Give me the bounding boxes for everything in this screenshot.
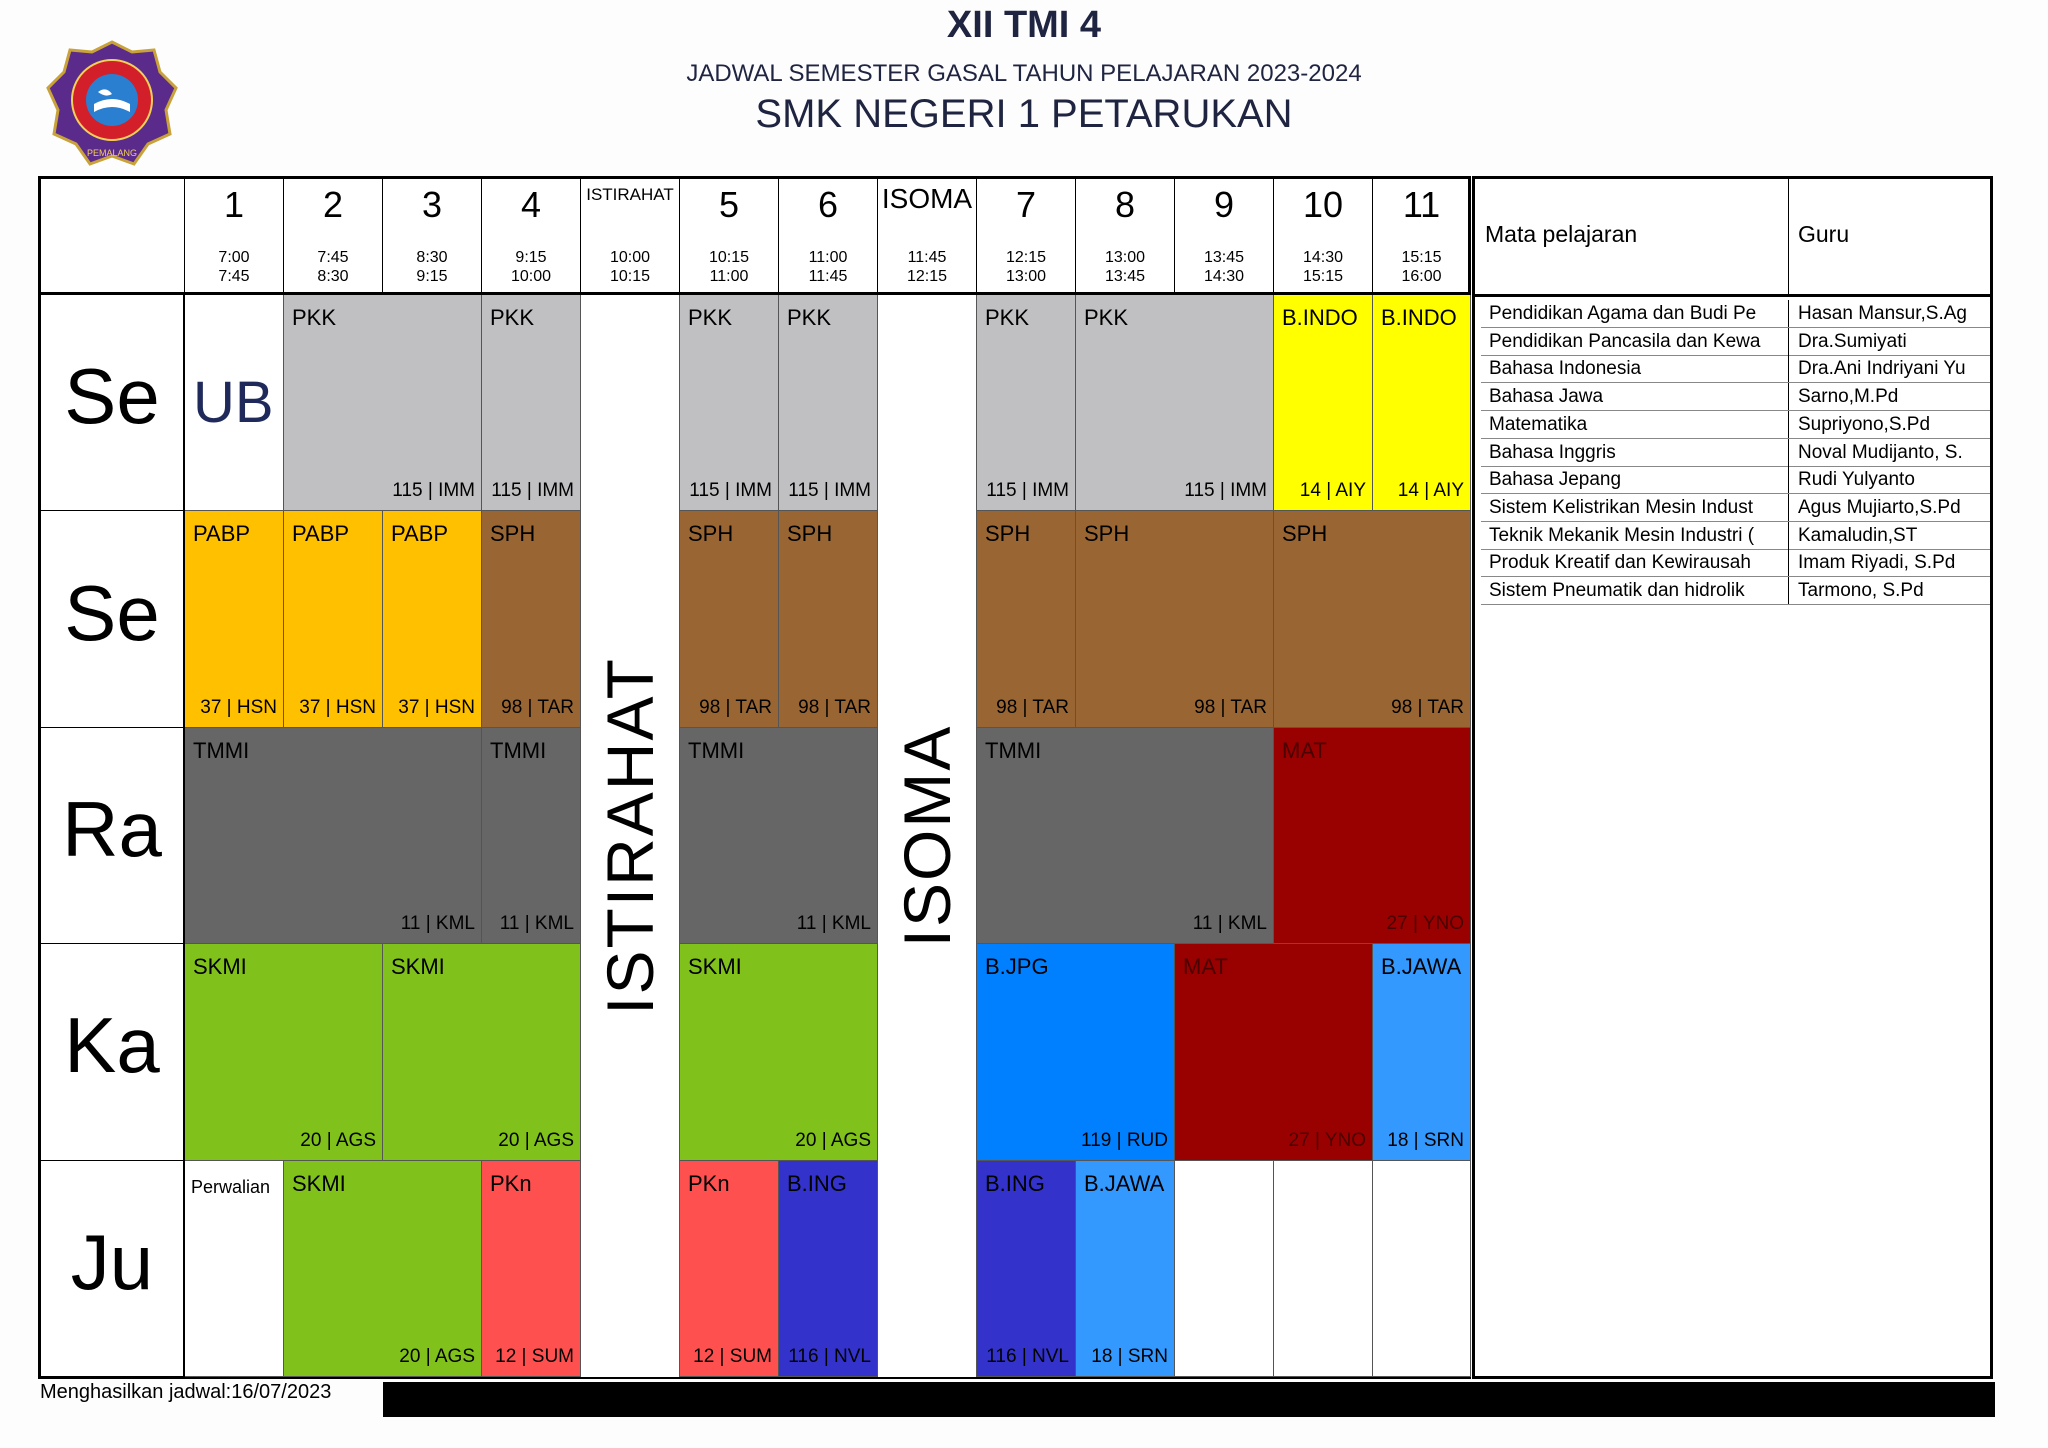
legend-teacher: Sarno,M.Pd xyxy=(1798,386,1899,408)
lesson-cell xyxy=(383,944,581,1160)
lesson-room-teacher: 98 | TAR xyxy=(501,696,574,718)
lesson-room-teacher: 115 | IMM xyxy=(689,480,772,502)
period-number: 5 xyxy=(718,184,740,225)
lesson-room-teacher: 27 | YNO xyxy=(1386,913,1464,935)
lesson-cell xyxy=(1274,728,1471,944)
period-header-7 xyxy=(977,179,1076,295)
period-header-3 xyxy=(383,179,482,295)
period-number: 7 xyxy=(1015,184,1037,225)
period-number: 8 xyxy=(1114,184,1136,225)
legend-subject: Pendidikan Pancasila dan Kewa xyxy=(1489,330,1761,352)
lesson-room-teacher: 18 | SRN xyxy=(1387,1129,1464,1151)
lesson-subject: SPH xyxy=(1282,521,1328,547)
legend-teacher: Rudi Yulyanto xyxy=(1798,469,1915,491)
school-name: SMK NEGERI 1 PETARUKAN xyxy=(755,92,1293,136)
period-end: 16:00 xyxy=(1401,268,1442,285)
lesson-room-teacher: 115 | IMM xyxy=(986,480,1069,502)
lesson-subject: PABP xyxy=(292,521,350,547)
legend-subject: Pendidikan Agama dan Budi Pe xyxy=(1489,303,1757,324)
break-label: ISOMA xyxy=(881,183,973,214)
lesson-subject: PKK xyxy=(292,305,337,330)
legend-teacher: Agus Mujiarto,S.Pd xyxy=(1798,496,1961,518)
lesson-cell xyxy=(482,728,581,944)
period-time xyxy=(482,248,580,286)
legend-teacher: Dra.Sumiyati xyxy=(1798,330,1907,352)
lesson-cell xyxy=(284,295,482,511)
legend-header xyxy=(1475,179,1990,297)
lesson-subject: TMMI xyxy=(193,737,250,763)
lesson-subject: PKn xyxy=(490,1170,532,1196)
legend-teacher: Supriyono,S.Pd xyxy=(1798,413,1931,435)
day-text: Ju xyxy=(70,1217,154,1306)
period-header-1 xyxy=(185,179,284,295)
legend-subject: Matematika xyxy=(1489,413,1588,435)
period-time xyxy=(680,248,778,286)
lesson-room-teacher: 37 | HSN xyxy=(200,696,277,718)
period-start: 11:45 xyxy=(907,249,947,266)
lesson-room-teacher: 27 | YNO xyxy=(1288,1129,1366,1151)
legend-subject: Produk Kreatif dan Kewirausah xyxy=(1489,552,1751,574)
legend-teacher: Imam Riyadi, S.Pd xyxy=(1798,552,1956,574)
lesson-subject: B.JAWA xyxy=(1084,1170,1165,1196)
lesson-room-teacher: 115 | IMM xyxy=(491,480,574,502)
empty-cell xyxy=(1175,1161,1274,1377)
lesson-room-teacher: 12 | SUM xyxy=(495,1345,574,1367)
lesson-cell xyxy=(482,511,581,727)
legend-row xyxy=(1481,466,1990,494)
period-end: 10:15 xyxy=(609,268,651,285)
lesson-subject: MAT xyxy=(1282,737,1327,763)
legend-row xyxy=(1481,328,1990,356)
period-start: 10:15 xyxy=(708,249,750,266)
lesson-room-teacher: 115 | IMM xyxy=(1184,480,1267,502)
period-end: 11:45 xyxy=(808,268,848,285)
lesson-room-teacher: 116 | NVL xyxy=(788,1345,871,1367)
lesson-cell xyxy=(1373,944,1471,1160)
lesson-room-teacher: 119 | RUD xyxy=(1081,1129,1168,1151)
lesson-subject: TMMI xyxy=(985,737,1042,763)
lesson-subject: TMMI xyxy=(688,737,745,763)
lesson-cell xyxy=(185,944,383,1160)
day-text: Se xyxy=(64,352,160,441)
lesson-room-teacher: 20 | AGS xyxy=(300,1129,376,1151)
period-start: 13:45 xyxy=(1203,249,1245,266)
lesson-cell xyxy=(1373,295,1471,511)
break-vertical-text: ISTIRAHAT xyxy=(593,657,667,1015)
period-end: 10:00 xyxy=(510,268,552,285)
period-end: 15:15 xyxy=(1302,268,1344,285)
legend-subject: Teknik Mekanik Mesin Industri ( xyxy=(1489,524,1755,546)
lesson-cell xyxy=(779,1161,878,1377)
day-label xyxy=(41,728,185,944)
legend-subject: Sistem Kelistrikan Mesin Indust xyxy=(1489,496,1753,518)
lesson-subject: PKK xyxy=(688,305,733,330)
lesson-cell xyxy=(779,511,878,727)
lesson-cell xyxy=(1274,511,1471,727)
break-label: ISTIRAHAT xyxy=(586,185,674,204)
break-header-isoma xyxy=(878,179,977,295)
schedule-subtitle: JADWAL SEMESTER GASAL TAHUN PELAJARAN 2023-2024 xyxy=(686,60,1362,87)
lesson-subject: B.JAWA xyxy=(1381,954,1462,980)
day-label xyxy=(41,511,185,727)
lesson-room-teacher: 11 | KML xyxy=(1192,913,1267,935)
period-number: 2 xyxy=(322,184,344,225)
legend-row xyxy=(1481,522,1990,550)
period-number: 3 xyxy=(421,184,443,225)
day-label xyxy=(41,944,185,1160)
lesson-room-teacher: 18 | SRN xyxy=(1091,1345,1168,1367)
day-label xyxy=(41,295,185,511)
legend-row xyxy=(1481,383,1990,411)
period-start: 7:00 xyxy=(218,249,250,266)
lesson-cell xyxy=(185,295,284,511)
legend-teacher: Hasan Mansur,S.Ag xyxy=(1798,303,1967,324)
period-header-8 xyxy=(1076,179,1175,295)
header-corner xyxy=(41,179,185,295)
period-start: 14:30 xyxy=(1302,249,1344,266)
lesson-cell xyxy=(680,944,878,1160)
lesson-room-teacher: 98 | TAR xyxy=(1391,696,1464,718)
period-end: 9:15 xyxy=(416,268,448,285)
lesson-subject: B.JPG xyxy=(985,954,1049,980)
lesson-room-teacher: 20 | AGS xyxy=(498,1129,574,1151)
legend-subject-header: Mata pelajaran xyxy=(1485,221,1638,247)
period-start: 10:00 xyxy=(609,249,651,266)
legend-row xyxy=(1481,411,1990,439)
lesson-subject: SPH xyxy=(688,521,734,547)
lesson-cell xyxy=(680,511,779,727)
day-label xyxy=(41,1161,185,1377)
lesson-cell xyxy=(680,728,878,944)
break-vertical-text: ISOMA xyxy=(890,724,964,948)
lesson-room-teacher: 98 | TAR xyxy=(798,696,871,718)
period-header-9 xyxy=(1175,179,1274,295)
lesson-subject: TMMI xyxy=(490,737,547,763)
lesson-cell xyxy=(185,511,284,727)
period-time xyxy=(1373,248,1470,286)
lesson-subject: SKMI xyxy=(688,954,742,980)
lesson-cell xyxy=(977,944,1175,1160)
generated-date: Menghasilkan jadwal:16/07/2023 xyxy=(40,1381,332,1403)
break-column-isoma xyxy=(878,295,977,1377)
lesson-room-teacher: 11 | KML xyxy=(499,913,574,935)
footer-bar xyxy=(383,1382,1995,1417)
lesson-room-teacher: 116 | NVL xyxy=(986,1345,1069,1367)
lesson-cell xyxy=(977,511,1076,727)
lesson-subject: PABP xyxy=(391,521,449,547)
day-text: Ka xyxy=(64,1001,160,1090)
lesson-room-teacher: 12 | SUM xyxy=(693,1345,772,1367)
legend-row xyxy=(1481,355,1990,383)
legend-teacher: Dra.Ani Indriyani Yu xyxy=(1798,358,1966,380)
lesson-room-teacher: 115 | IMM xyxy=(788,480,871,502)
lesson-cell xyxy=(779,295,878,511)
legend-teacher-header: Guru xyxy=(1798,221,1850,247)
period-header-11 xyxy=(1373,179,1471,295)
period-time xyxy=(878,248,976,286)
lesson-cell xyxy=(680,295,779,511)
lesson-cell xyxy=(383,511,482,727)
lesson-subject: PKn xyxy=(688,1170,730,1196)
lesson-subject: B.ING xyxy=(985,1170,1045,1196)
period-start: 12:15 xyxy=(1005,249,1047,266)
period-end: 12:15 xyxy=(906,268,948,285)
lesson-subject: SKMI xyxy=(391,954,445,980)
lesson-subject: SPH xyxy=(1084,521,1130,547)
legend-teacher: Tarmono, S.Pd xyxy=(1798,580,1924,601)
lesson-room-teacher: 37 | HSN xyxy=(398,696,475,718)
period-start: 11:00 xyxy=(808,249,848,266)
break-header-istirahat xyxy=(581,179,680,295)
period-number: 11 xyxy=(1402,184,1441,225)
lesson-subject: SKMI xyxy=(292,1170,346,1196)
legend-subject: Bahasa Indonesia xyxy=(1489,358,1642,380)
day-text: Ra xyxy=(62,784,162,873)
period-start: 15:15 xyxy=(1401,249,1442,266)
period-end: 13:00 xyxy=(1005,268,1047,285)
lesson-room-teacher: 98 | TAR xyxy=(996,696,1069,718)
lesson-subject: SPH xyxy=(490,521,536,547)
period-time xyxy=(1175,248,1273,286)
lesson-subject: SPH xyxy=(985,521,1031,547)
period-end: 7:45 xyxy=(218,268,250,285)
day-text: Se xyxy=(64,568,160,657)
lesson-room-teacher: 98 | TAR xyxy=(1194,696,1267,718)
lesson-cell xyxy=(1076,1161,1175,1377)
empty-cell xyxy=(1274,1161,1373,1377)
lesson-subject: SPH xyxy=(787,521,833,547)
lesson-subject: PKK xyxy=(985,305,1030,330)
lesson-subject: PKK xyxy=(490,305,535,330)
lesson-cell xyxy=(977,295,1076,511)
period-end: 13:45 xyxy=(1104,268,1146,285)
class-title: XII TMI 4 xyxy=(946,4,1102,46)
period-header-6 xyxy=(779,179,878,295)
lesson-cell xyxy=(482,295,581,511)
lesson-room-teacher: 11 | KML xyxy=(400,913,475,935)
period-time xyxy=(581,248,679,286)
lesson-subject: MAT xyxy=(1183,954,1228,980)
legend-row xyxy=(1481,577,1990,605)
lesson-cell xyxy=(1175,944,1373,1160)
legend-subject: Bahasa Inggris xyxy=(1489,441,1616,463)
period-number: 6 xyxy=(817,184,839,225)
schedule-grid xyxy=(38,176,1471,1379)
lesson-subject: B.ING xyxy=(787,1170,847,1196)
period-time xyxy=(1076,248,1174,286)
period-end: 14:30 xyxy=(1203,268,1245,285)
lesson-subject: PKK xyxy=(1084,305,1129,330)
lesson-cell xyxy=(1076,511,1274,727)
period-header-5 xyxy=(680,179,779,295)
period-time xyxy=(1274,248,1372,286)
break-column-istirahat xyxy=(581,295,680,1377)
lesson-cell xyxy=(482,1161,581,1377)
lesson-subject: Perwalian xyxy=(191,1176,271,1197)
period-time xyxy=(284,248,382,286)
period-end: 8:30 xyxy=(317,268,349,285)
legend-row xyxy=(1481,439,1990,467)
lesson-room-teacher: 11 | KML xyxy=(796,913,871,935)
lesson-cell xyxy=(977,728,1274,944)
lesson-subject: B.INDO xyxy=(1282,305,1358,330)
period-start: 8:30 xyxy=(416,249,448,266)
lesson-subject: PKK xyxy=(787,305,832,330)
lesson-subject: PABP xyxy=(193,521,251,547)
legend-subject: Bahasa Jawa xyxy=(1489,386,1604,408)
school-logo-icon xyxy=(46,38,178,170)
period-end: 11:00 xyxy=(709,268,749,285)
lesson-cell xyxy=(185,1161,284,1377)
legend-table xyxy=(1472,176,1993,1379)
lesson-cell xyxy=(1076,295,1274,511)
period-number: 4 xyxy=(520,184,542,225)
legend-subject: Bahasa Jepang xyxy=(1489,469,1622,491)
period-header-4 xyxy=(482,179,581,295)
lesson-room-teacher: 37 | HSN xyxy=(299,696,376,718)
lesson-room-teacher: 14 | AIY xyxy=(1397,480,1464,502)
period-number: 10 xyxy=(1302,184,1344,225)
lesson-room-teacher: 20 | AGS xyxy=(795,1129,871,1151)
legend-row xyxy=(1481,300,1990,328)
lesson-subject: B.INDO xyxy=(1381,305,1457,330)
lesson-cell xyxy=(284,1161,482,1377)
period-number: 1 xyxy=(223,184,245,225)
legend-row xyxy=(1481,494,1990,522)
legend-teacher: Noval Mudijanto, S. xyxy=(1798,441,1963,463)
period-header-10 xyxy=(1274,179,1373,295)
lesson-subject: UB xyxy=(193,370,274,435)
lesson-subject: SKMI xyxy=(193,954,247,980)
period-time xyxy=(383,248,481,286)
lesson-room-teacher: 115 | IMM xyxy=(392,480,475,502)
period-number: 9 xyxy=(1213,184,1235,225)
period-start: 9:15 xyxy=(515,249,547,266)
legend-subject: Sistem Pneumatik dan hidrolik xyxy=(1489,580,1745,601)
lesson-cell xyxy=(1274,295,1373,511)
lesson-cell xyxy=(185,728,482,944)
lesson-cell xyxy=(977,1161,1076,1377)
lesson-room-teacher: 14 | AIY xyxy=(1299,480,1366,502)
logo-bottom-text: PEMALANG xyxy=(86,148,138,158)
lesson-cell xyxy=(680,1161,779,1377)
period-start: 13:00 xyxy=(1104,249,1146,266)
period-start: 7:45 xyxy=(317,249,349,266)
period-header-2 xyxy=(284,179,383,295)
period-time xyxy=(977,248,1075,286)
empty-cell xyxy=(1373,1161,1471,1377)
legend-teacher: Kamaludin,ST xyxy=(1798,524,1918,546)
legend-row xyxy=(1481,549,1990,577)
lesson-room-teacher: 98 | TAR xyxy=(699,696,772,718)
lesson-cell xyxy=(284,511,383,727)
period-time xyxy=(779,248,877,286)
lesson-room-teacher: 20 | AGS xyxy=(399,1345,475,1367)
period-time xyxy=(185,248,283,286)
